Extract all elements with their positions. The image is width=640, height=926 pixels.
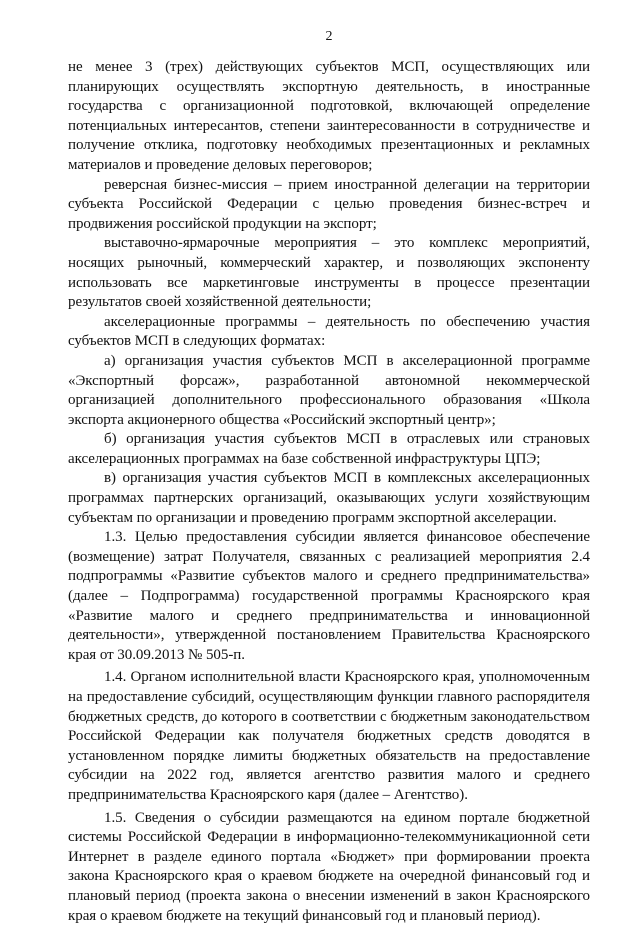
paragraph-item-a: а) организация участия субъектов МСП в акселерационной программе «Экспортный форсаж», разработанной автономной некоммерческой организацией дополнительного профессионального образования «Школа экспорта акционерного общества «Российский экспортный центр»; bbox=[68, 352, 590, 428]
paragraph-exhibition-events: выставочно-ярмарочные мероприятия – это комплекс мероприятий, носящих рыночный, коммерческий характер, и позволяющих экспоненту использовать все маркетинговые инструменты в процессе презентации результатов своей хозяйственной деятельности; bbox=[68, 235, 590, 311]
paragraph-1-4: 1.4. Органом исполнительной власти Красноярского края, уполномоченным на предоставление субсидий, осуществляющим функции главного распорядителя бюджетных средств, до которого в соответствии с бюджетным законодательством Российской Федерации как получателя бюджетных средств доводятся в установленном порядке лимиты бюджетных обязательств на предоставление субсидии на 2022 год, является агентство развития малого и среднего предпринимательства Красноярского каря (далее – Агентство). bbox=[68, 669, 590, 803]
paragraph-item-b: б) организация участия субъектов МСП в отраслевых или страновых акселерационных программах на базе собственной инфраструктуры ЦПЭ; bbox=[68, 431, 590, 467]
paragraph-acceleration-programs: акселерационные программы – деятельность по обеспечению участия субъектов МСП в следующих форматах: bbox=[68, 313, 590, 350]
paragraph-reverse-business-mission: реверсная бизнес-миссия – прием иностранной делегации на территории субъекта Российской Федерации с целью проведения бизнес-встреч и продвижения российской продукции на экспорт; bbox=[68, 176, 590, 232]
page-number: 2 bbox=[325, 29, 333, 44]
paragraph-item-c: в) организация участия субъектов МСП в комплексных акселерационных программах партнерских организаций, оказывающих услуги хозяйствующим субъектам по организации и проведению программ экспортной акселерации. bbox=[68, 470, 590, 526]
paragraph-business-mission-continued: не менее 3 (трех) действующих субъектов МСП, осуществляющих или планирующих осуществлять экспортную деятельность, в иностранные государства с организационной подготовкой, включающей определение потенциальных интересантов, степени заинтересованности в сотрудничестве и получение отклика, подготовку необходимых презентационных и рекламных материалов и проведение деловых переговоров; bbox=[68, 59, 590, 173]
paragraph-1-3: 1.3. Целью предоставления субсидии является финансовое обеспечение (возмещение) затрат Получателя, связанных с реализацией мероприятия 2.4 подпрограммы «Развитие субъектов малого и среднего предпринимательства» (далее – Подпрограмма) государственной программы Красноярского края «Развитие малого и среднего предпринимательства и инновационной деятельности», утвержденной постановлением Правительства Красноярского края от 30.09.2013 № 505-п. bbox=[68, 529, 590, 663]
paragraph-1-5: 1.5. Сведения о субсидии размещаются на едином портале бюджетной системы Российской Федерации в информационно-телекоммуникационной сети Интернет в разделе единого портала «Бюджет» при формировании проекта закона Красноярского края о краевом бюджете на очередной финансовый год и плановый период (проекта закона о внесении изменений в закон Красноярского края о краевом бюджете на текущий финансовый год и плановый период). bbox=[68, 809, 590, 924]
